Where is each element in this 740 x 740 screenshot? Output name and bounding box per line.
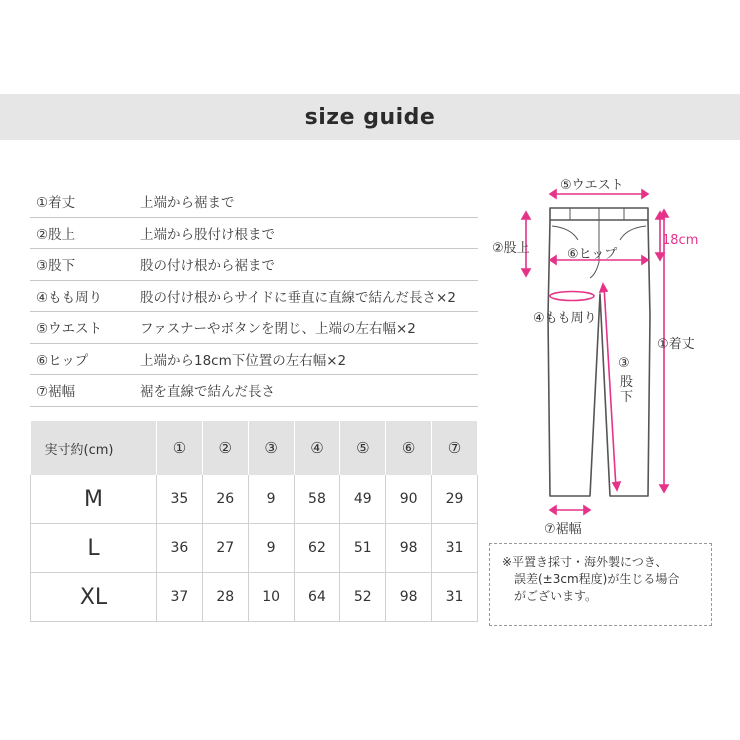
table-row	[31, 475, 478, 524]
table-cell: 58	[294, 475, 340, 524]
definition-row	[30, 218, 478, 250]
table-cell: 10	[248, 573, 294, 622]
definition-key: ⑦裾幅	[36, 384, 76, 401]
column-header: ①	[157, 421, 203, 475]
table-cell: 26	[202, 475, 248, 524]
inseam-char-b: 下	[620, 390, 634, 405]
definition-key: ④もも周り	[36, 289, 103, 306]
table-cell: 49	[340, 475, 386, 524]
table-cell: 37	[157, 573, 203, 622]
definition-desc: 上端から18cm下位置の左右幅×2	[140, 352, 347, 369]
note-line: ※平置き採寸・海外製につき、	[502, 555, 668, 569]
size-table-header	[31, 421, 478, 475]
measure-lines	[522, 190, 668, 514]
measurement-note	[489, 543, 712, 626]
table-cell: 62	[294, 524, 340, 573]
column-header: ⑦	[432, 421, 478, 475]
size-label: M	[31, 475, 157, 524]
table-cell: 98	[386, 573, 432, 622]
inseam-char-a: 股	[620, 375, 634, 390]
definition-key: ②股上	[36, 226, 76, 243]
page-title: size guide	[304, 104, 436, 130]
table-cell: 31	[432, 573, 478, 622]
table-cell: 90	[386, 475, 432, 524]
size-table	[30, 421, 478, 622]
table-cell: 52	[340, 573, 386, 622]
definition-desc: 裾を直線で結んだ長さ	[140, 384, 275, 401]
table-row	[31, 573, 478, 622]
table-cell: 35	[157, 475, 203, 524]
definition-desc: ファスナーやボタンを閉じ、上端の左右幅×2	[140, 321, 416, 338]
note-line: がございます。	[514, 589, 598, 603]
definition-desc: 股の付け根から裾まで	[140, 258, 275, 275]
hip-offset-label: 18cm	[662, 233, 699, 248]
column-header: ②	[202, 421, 248, 475]
waist-label: ⑤ウエスト	[560, 178, 624, 193]
table-cell: 51	[340, 524, 386, 573]
header-label: 実寸約(cm)	[31, 421, 157, 475]
column-header: ⑤	[340, 421, 386, 475]
thigh-measure	[550, 292, 594, 301]
table-cell: 27	[202, 524, 248, 573]
definition-desc: 上端から股付け根まで	[140, 226, 275, 243]
definition-key: ③股下	[36, 258, 76, 275]
table-cell: 36	[157, 524, 203, 573]
title-band	[0, 94, 740, 140]
definition-desc: 股の付け根からサイドに垂直に直線で結んだ長さ×2	[140, 289, 456, 306]
column-header: ③	[248, 421, 294, 475]
thigh-label: ④もも周り	[533, 311, 597, 326]
definition-row	[30, 186, 478, 218]
inseam-number: ③	[618, 356, 630, 371]
definition-key: ①着丈	[36, 195, 76, 212]
hip-label: ⑥ヒップ	[567, 247, 618, 262]
rise-label: ②股上	[492, 241, 530, 256]
definition-key: ⑥ヒップ	[36, 352, 89, 369]
table-cell: 98	[386, 524, 432, 573]
measurement-definitions	[30, 186, 478, 407]
definition-row	[30, 344, 478, 376]
table-cell: 9	[248, 524, 294, 573]
table-cell: 31	[432, 524, 478, 573]
definition-row	[30, 249, 478, 281]
size-label: XL	[31, 573, 157, 622]
table-cell: 9	[248, 475, 294, 524]
column-header: ⑥	[386, 421, 432, 475]
definition-row	[30, 281, 478, 313]
table-row	[31, 524, 478, 573]
definition-row	[30, 375, 478, 407]
size-label: L	[31, 524, 157, 573]
definition-row	[30, 312, 478, 344]
table-cell: 29	[432, 475, 478, 524]
table-cell: 64	[294, 573, 340, 622]
definition-desc: 上端から裾まで	[140, 195, 235, 212]
column-header: ④	[294, 421, 340, 475]
hem-label: ⑦裾幅	[544, 522, 582, 537]
table-cell: 28	[202, 573, 248, 622]
note-line: 誤差(±3cm程度)が生じる場合	[514, 572, 680, 586]
length-label: ①着丈	[657, 337, 695, 352]
definition-key: ⑤ウエスト	[36, 321, 103, 338]
